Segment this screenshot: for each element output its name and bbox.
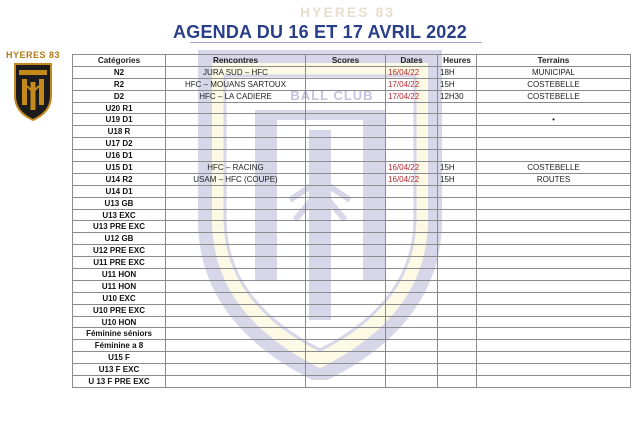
match-cell xyxy=(166,245,306,257)
category-cell: U14 D1 xyxy=(73,185,166,197)
match-cell: USAM – HFC (COUPE) xyxy=(166,173,306,185)
match-cell xyxy=(166,126,306,138)
time-cell xyxy=(438,102,477,114)
venue-cell xyxy=(477,126,631,138)
header-categories: Catégories xyxy=(73,55,166,67)
watermark-text: BALL CLUB xyxy=(290,88,374,103)
score-cell xyxy=(306,221,386,233)
table-row xyxy=(73,245,631,257)
table-row xyxy=(73,292,631,304)
match-cell xyxy=(166,280,306,292)
time-cell xyxy=(438,328,477,340)
table-row xyxy=(73,221,631,233)
date-cell xyxy=(386,102,438,114)
date-cell xyxy=(386,292,438,304)
match-cell xyxy=(166,257,306,269)
date-cell xyxy=(386,245,438,257)
table-row xyxy=(73,316,631,328)
date-cell xyxy=(386,352,438,364)
venue-cell: COSTEBELLE xyxy=(477,78,631,90)
category-cell: U12 PRE EXC xyxy=(73,245,166,257)
time-cell xyxy=(438,114,477,126)
category-cell: U13 EXC xyxy=(73,209,166,221)
category-cell: U10 HON xyxy=(73,316,166,328)
date-cell xyxy=(386,221,438,233)
category-cell: U11 HON xyxy=(73,280,166,292)
venue-cell xyxy=(477,340,631,352)
table-row xyxy=(73,173,631,185)
date-cell xyxy=(386,364,438,376)
date-cell: 17/04/22 xyxy=(386,90,438,102)
match-cell xyxy=(166,376,306,388)
table-row xyxy=(73,197,631,209)
table-row xyxy=(73,90,631,102)
score-cell xyxy=(306,173,386,185)
table-row xyxy=(73,233,631,245)
time-cell xyxy=(438,138,477,150)
time-cell xyxy=(438,126,477,138)
match-cell xyxy=(166,304,306,316)
table-row xyxy=(73,162,631,174)
score-cell xyxy=(306,150,386,162)
match-cell: HFC – MOUANS SARTOUX xyxy=(166,78,306,90)
date-cell xyxy=(386,340,438,352)
table-row xyxy=(73,150,631,162)
table-row xyxy=(73,114,631,126)
score-cell xyxy=(306,328,386,340)
venue-cell: ROUTES xyxy=(477,173,631,185)
date-cell xyxy=(386,197,438,209)
venue-cell xyxy=(477,269,631,281)
score-cell xyxy=(306,257,386,269)
venue-cell xyxy=(477,209,631,221)
match-cell xyxy=(166,316,306,328)
category-cell: U10 PRE EXC xyxy=(73,304,166,316)
hyeres-fc-shield-icon xyxy=(13,62,53,122)
match-cell xyxy=(166,150,306,162)
time-cell xyxy=(438,376,477,388)
match-cell: HFC – RACING xyxy=(166,162,306,174)
match-cell xyxy=(166,138,306,150)
header-scores: Scores xyxy=(306,55,386,67)
date-cell xyxy=(386,185,438,197)
category-cell: U13 F EXC xyxy=(73,364,166,376)
score-cell xyxy=(306,245,386,257)
date-cell: 17/04/22 xyxy=(386,78,438,90)
time-cell xyxy=(438,316,477,328)
time-cell xyxy=(438,185,477,197)
match-cell xyxy=(166,114,306,126)
category-cell: U18 R xyxy=(73,126,166,138)
score-cell xyxy=(306,316,386,328)
table-row xyxy=(73,78,631,90)
match-cell xyxy=(166,185,306,197)
date-cell xyxy=(386,269,438,281)
date-cell xyxy=(386,316,438,328)
time-cell: 12H30 xyxy=(438,90,477,102)
score-cell xyxy=(306,376,386,388)
score-cell xyxy=(306,269,386,281)
score-cell xyxy=(306,340,386,352)
category-cell: U10 EXC xyxy=(73,292,166,304)
time-cell: 18H xyxy=(438,66,477,78)
match-cell xyxy=(166,364,306,376)
time-cell xyxy=(438,364,477,376)
time-cell xyxy=(438,233,477,245)
venue-cell xyxy=(477,138,631,150)
category-cell: U15 F xyxy=(73,352,166,364)
date-cell xyxy=(386,138,438,150)
header-heures: Heures xyxy=(438,55,477,67)
table-row xyxy=(73,257,631,269)
venue-cell xyxy=(477,185,631,197)
score-cell xyxy=(306,114,386,126)
score-cell xyxy=(306,90,386,102)
date-cell xyxy=(386,114,438,126)
watermark-top-text: HYERES 83 xyxy=(300,4,396,20)
venue-cell xyxy=(477,257,631,269)
category-cell: D2 xyxy=(73,90,166,102)
category-cell: U16 D1 xyxy=(73,150,166,162)
agenda-table xyxy=(72,54,631,388)
category-cell: R2 xyxy=(73,78,166,90)
table-header-row xyxy=(73,55,631,67)
date-cell: 16/04/22 xyxy=(386,66,438,78)
score-cell xyxy=(306,138,386,150)
venue-cell xyxy=(477,197,631,209)
score-cell xyxy=(306,162,386,174)
venue-cell xyxy=(477,221,631,233)
logo-text: HYERES 83 xyxy=(5,50,61,60)
category-cell: U14 R2 xyxy=(73,173,166,185)
venue-cell xyxy=(477,280,631,292)
venue-cell xyxy=(477,316,631,328)
score-cell xyxy=(306,209,386,221)
time-cell: 15H xyxy=(438,78,477,90)
date-cell: 16/04/22 xyxy=(386,173,438,185)
time-cell xyxy=(438,280,477,292)
club-logo xyxy=(4,50,62,124)
category-cell: U 13 F PRE EXC xyxy=(73,376,166,388)
score-cell xyxy=(306,233,386,245)
date-cell xyxy=(386,126,438,138)
category-cell: U20 R1 xyxy=(73,102,166,114)
venue-cell xyxy=(477,364,631,376)
time-cell xyxy=(438,257,477,269)
venue-cell xyxy=(477,292,631,304)
venue-cell xyxy=(477,376,631,388)
date-cell xyxy=(386,376,438,388)
table-row xyxy=(73,102,631,114)
category-cell: Féminine a 8 xyxy=(73,340,166,352)
score-cell xyxy=(306,364,386,376)
score-cell xyxy=(306,126,386,138)
category-cell: U11 HON xyxy=(73,269,166,281)
venue-cell xyxy=(477,328,631,340)
table-row xyxy=(73,364,631,376)
table-row xyxy=(73,328,631,340)
date-cell xyxy=(386,233,438,245)
venue-cell: MUNICIPAL xyxy=(477,66,631,78)
score-cell xyxy=(306,292,386,304)
score-cell xyxy=(306,280,386,292)
header-dates: Dates xyxy=(386,55,438,67)
venue-cell xyxy=(477,150,631,162)
match-cell xyxy=(166,328,306,340)
table-row xyxy=(73,376,631,388)
category-cell: U12 GB xyxy=(73,233,166,245)
match-cell xyxy=(166,269,306,281)
match-cell: JURA SUD – HFC xyxy=(166,66,306,78)
time-cell xyxy=(438,304,477,316)
date-cell: 16/04/22 xyxy=(386,162,438,174)
time-cell xyxy=(438,340,477,352)
time-cell xyxy=(438,197,477,209)
match-cell: HFC – LA CADIERE xyxy=(166,90,306,102)
score-cell xyxy=(306,352,386,364)
time-cell xyxy=(438,245,477,257)
category-cell: U19 D1 xyxy=(73,114,166,126)
category-cell: Féminine séniors xyxy=(73,328,166,340)
venue-cell xyxy=(477,233,631,245)
table-row xyxy=(73,269,631,281)
time-cell xyxy=(438,221,477,233)
time-cell xyxy=(438,352,477,364)
venue-cell xyxy=(477,304,631,316)
time-cell: 15H xyxy=(438,173,477,185)
score-cell xyxy=(306,66,386,78)
score-cell xyxy=(306,78,386,90)
venue-cell xyxy=(477,102,631,114)
match-cell xyxy=(166,209,306,221)
match-cell xyxy=(166,221,306,233)
date-cell xyxy=(386,280,438,292)
category-cell: U15 D1 xyxy=(73,162,166,174)
table-row xyxy=(73,126,631,138)
table-row xyxy=(73,185,631,197)
score-cell xyxy=(306,197,386,209)
time-cell xyxy=(438,292,477,304)
table-row xyxy=(73,138,631,150)
category-cell: N2 xyxy=(73,66,166,78)
time-cell: 15H xyxy=(438,162,477,174)
header-terrains: Terrains xyxy=(477,55,631,67)
venue-cell: COSTEBELLE xyxy=(477,90,631,102)
time-cell xyxy=(438,269,477,281)
time-cell xyxy=(438,150,477,162)
category-cell: U13 GB xyxy=(73,197,166,209)
venue-cell xyxy=(477,245,631,257)
table-row xyxy=(73,304,631,316)
venue-cell: • xyxy=(477,114,631,126)
table-row xyxy=(73,340,631,352)
match-cell xyxy=(166,233,306,245)
match-cell xyxy=(166,102,306,114)
date-cell xyxy=(386,150,438,162)
match-cell xyxy=(166,352,306,364)
date-cell xyxy=(386,304,438,316)
match-cell xyxy=(166,340,306,352)
category-cell: U17 D2 xyxy=(73,138,166,150)
table-row xyxy=(73,66,631,78)
table-row xyxy=(73,280,631,292)
venue-cell xyxy=(477,352,631,364)
date-cell xyxy=(386,209,438,221)
time-cell xyxy=(438,209,477,221)
date-cell xyxy=(386,257,438,269)
match-cell xyxy=(166,292,306,304)
title-underline xyxy=(190,42,482,43)
table-row xyxy=(73,209,631,221)
table-row xyxy=(73,352,631,364)
score-cell xyxy=(306,102,386,114)
category-cell: U13 PRE EXC xyxy=(73,221,166,233)
venue-cell: COSTEBELLE xyxy=(477,162,631,174)
category-cell: U11 PRE EXC xyxy=(73,257,166,269)
date-cell xyxy=(386,328,438,340)
header-rencontres: Rencontres xyxy=(166,55,306,67)
page-title: AGENDA DU 16 ET 17 AVRIL 2022 xyxy=(173,22,467,42)
match-cell xyxy=(166,197,306,209)
score-cell xyxy=(306,304,386,316)
score-cell xyxy=(306,185,386,197)
